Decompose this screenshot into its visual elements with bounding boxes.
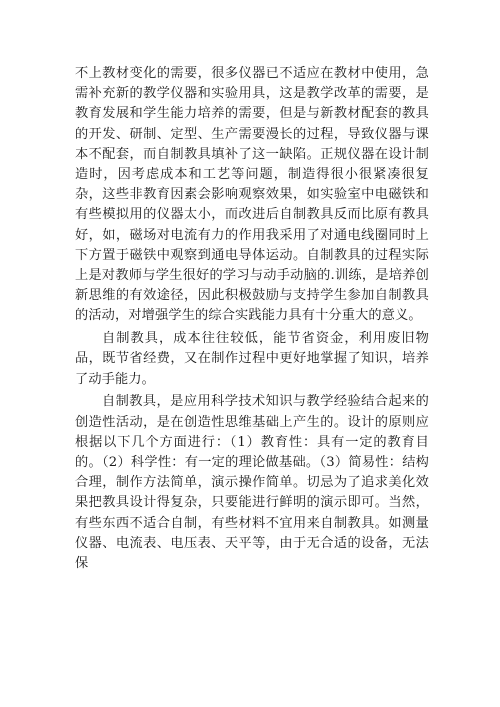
paragraph-cost: 自制教具，成本往往较低，能节省资金，利用废旧物品，既节省经费，又在制作过程中更好地掌握了知识，培养了动手能力。 [75, 331, 429, 387]
paragraph-continued: 不上教材变化的需要，很多仪器已不适应在教材中使用，急需补充新的教学仪器和实验用具，这是教学改革的需要，是教育发展和学生能力培养的需要，但是与新教材配套的教具的开发、研制、定型、生产需要漫长的过程，导致仪器与课本不配套，而自制教具填补了这一缺陷。正规仪器在设计制造时，因考虑成本和工艺等问题，制造得很小很紧凑很复杂，这些非教育因素会影响观察效果，如实验室中电磁铁和有些模拟用的仪器太小，而改进后自制教具反而比原有教具好，如，磁场对电流有力的作用我采用了对通电线圈同时上下方置于磁铁中观察到通电导体运动。自制教具的过程实际上是对教师与学生很好的学习与动手动脑的.训练，是培养创新思维的有效途径，因此积极鼓励与支持学生参加自制教具的活动，对增强学生的综合实践能力具有十分重大的意义。 [75, 66, 429, 324]
document-body [75, 64, 429, 577]
paragraph-design-principles: 自制教具，是应用科学技术知识与教学经验结合起来的创造性活动，是在创造性思维基础上产生的。设计的原则应根据以下几个方面进行：（1）教育性：具有一定的教育目的。（2）科学性：有一定的理论做基础。（3）简易性：结构合理，制作方法简单，演示操作简单。切忌为了追求美化效果把教具设计得复杂，只要能进行鲜明的演示即可。当然，有些东西不适合自制，有些材料不宜用来自制教具。如测量仪器、电流表、电压表、天平等，由于无合适的设备，无法保 [75, 394, 429, 572]
